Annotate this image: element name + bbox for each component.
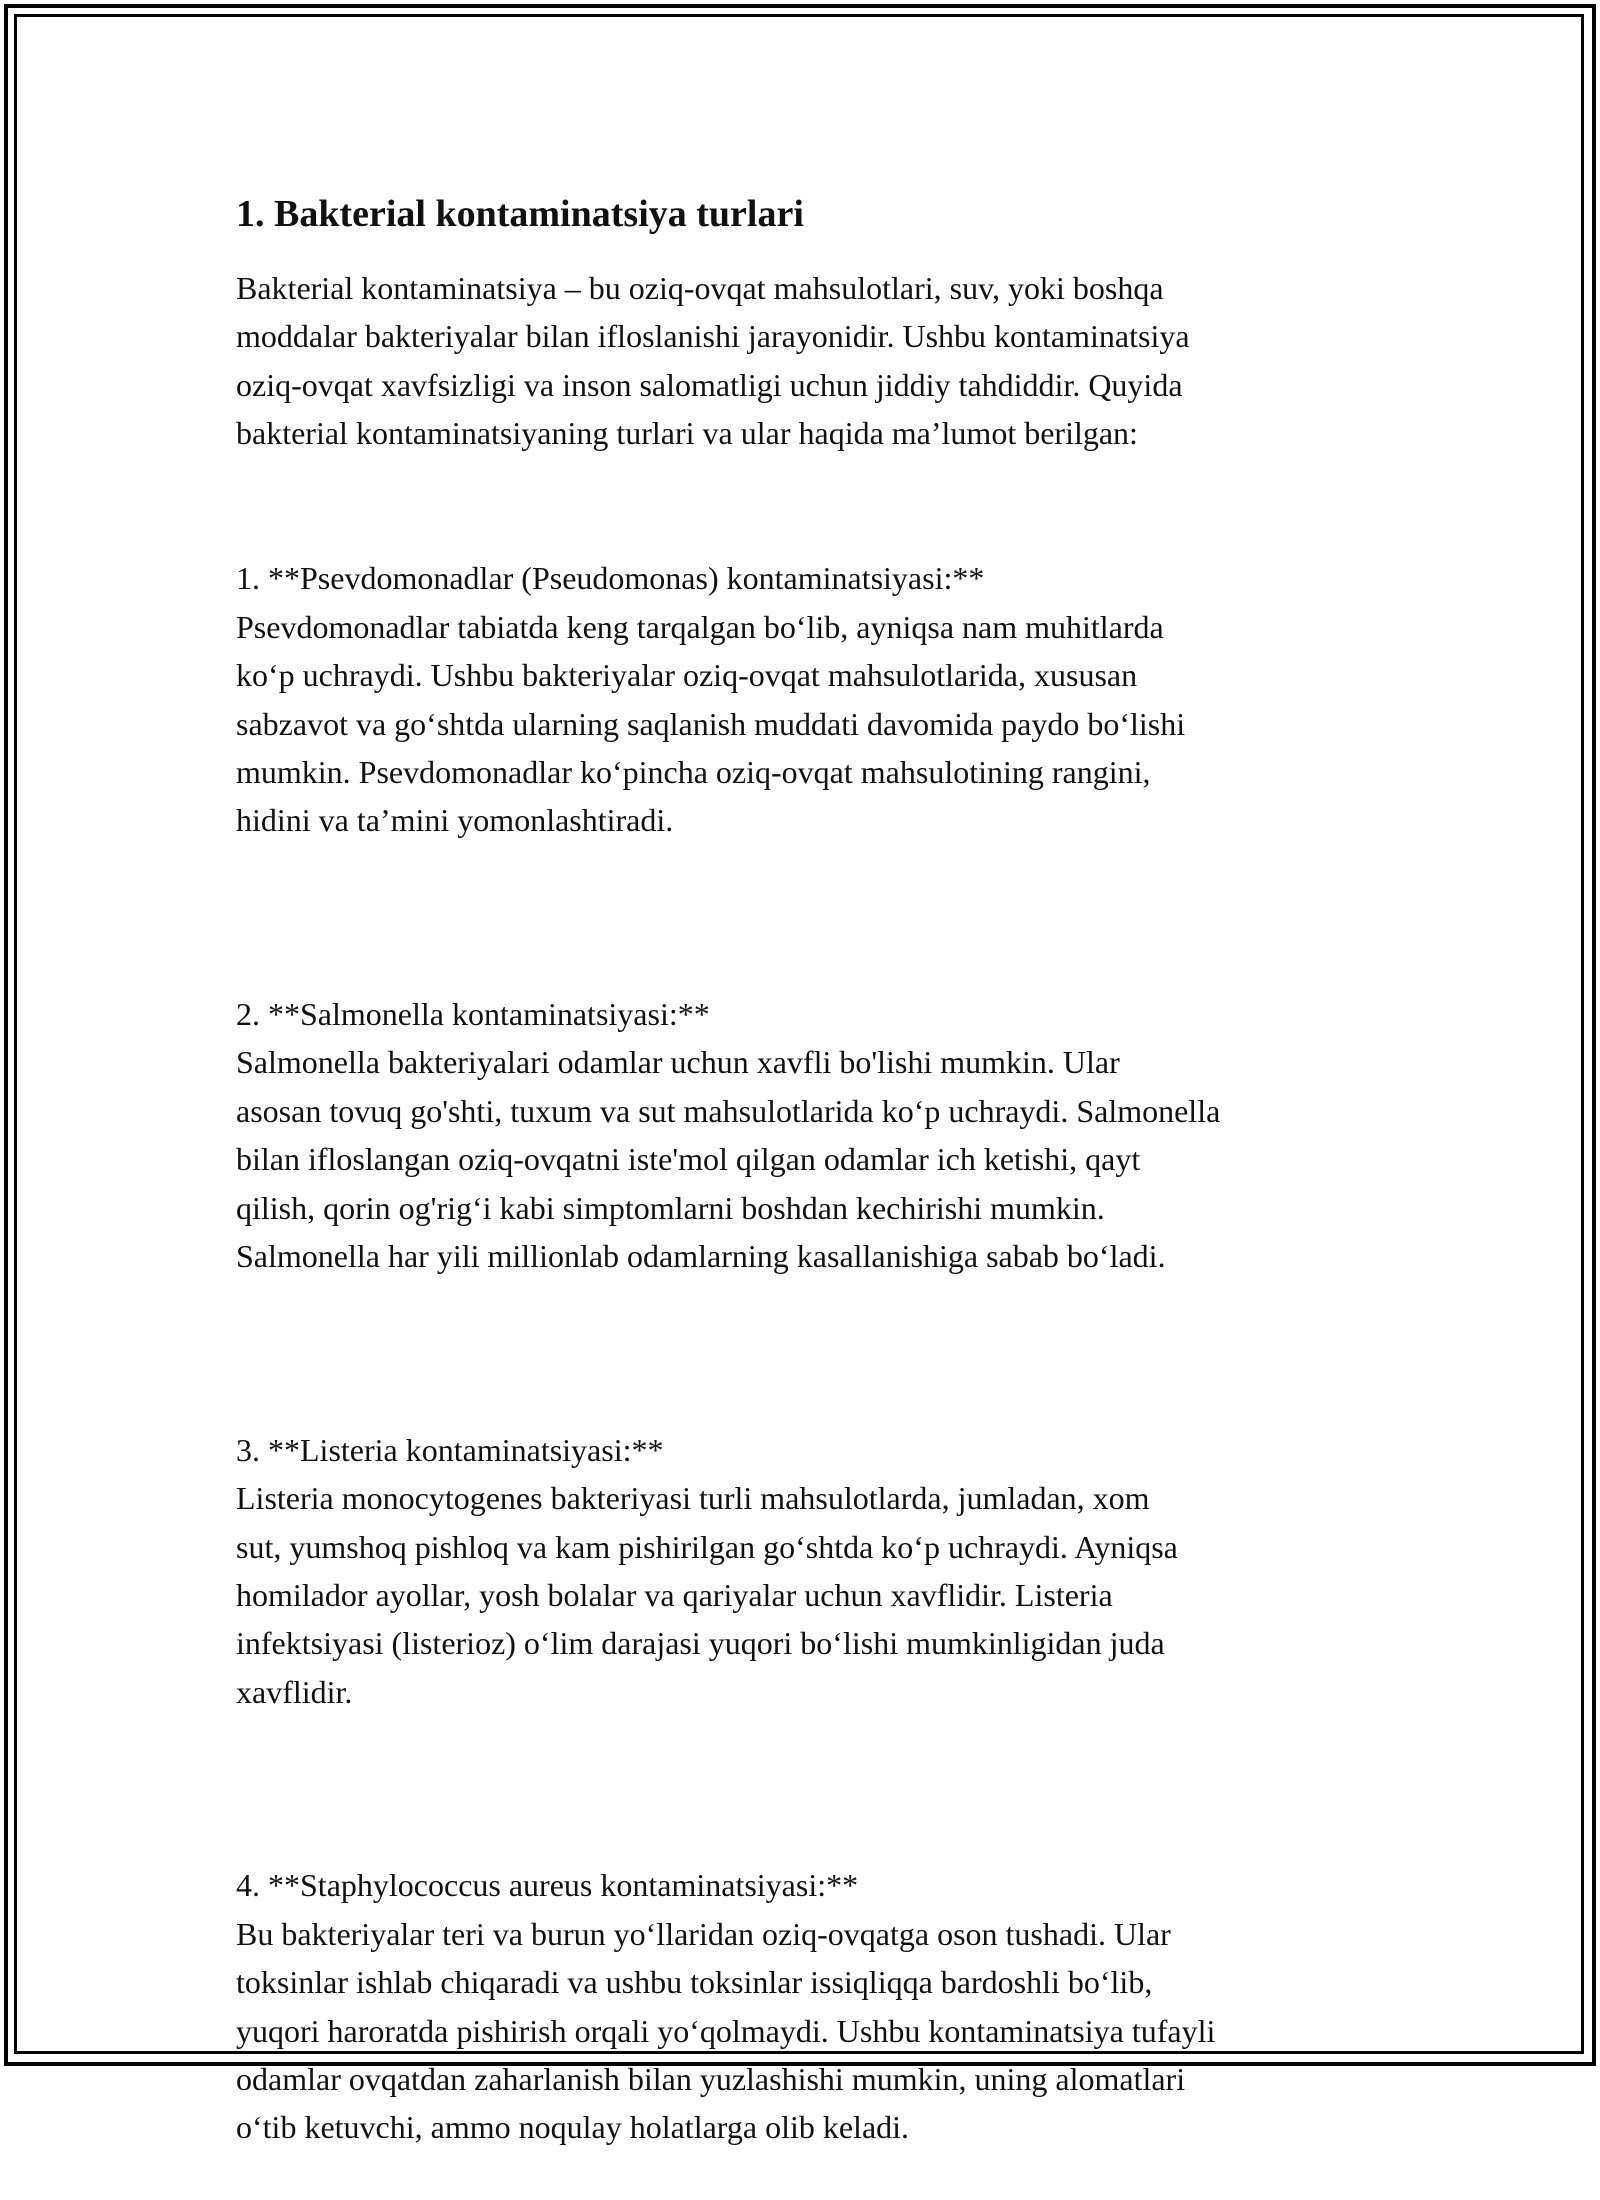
intro-paragraph: Bakterial kontaminatsiya – bu oziq-ovqat mahsulotlari, suv, yoki boshqa moddalar bakteriyalar bilan ifloslanishi jarayonidir. Ushbu kontaminatsiya oziq-ovqat xavfsizligi va inson salomatligi uchun jiddiy tahdiddir. Quyida bakterial kontaminatsiyaning turlari va ular haqida ma’lumot berilgan: (236, 270, 1190, 452)
contamination-type-title: 3. **Listeria kontaminatsiyasi:** (236, 1431, 664, 1468)
contamination-type-salmonella (236, 942, 1396, 1329)
paragraph-gap (236, 458, 1396, 506)
contamination-type-title: 1. **Psevdomonadlar (Pseudomonas) kontaminatsiyasi:** (236, 560, 985, 597)
contamination-type-description: Salmonella bakteriyalari odamlar uchun xavfli bo'lishi mumkin. Ular asosan tovuq go'shti, tuxum va sut mahsulotlarida ko‘p uchraydi. Salmonella bilan ifloslangan oziq-ovqatni iste'mol qilgan odamlar ich ketishi, qayt qilish, qorin og'rig‘i kabi simptomlarni boshdan kechirishi mumkin. Salmonella har yili millionlab odamlarning kasallanishiga sabab bo‘ladi. (236, 1044, 1221, 1275)
contamination-type-staphylococcus (236, 1813, 1396, 2200)
contamination-type-title: 2. **Salmonella kontaminatsiyasi:** (236, 996, 710, 1033)
paragraph-gap (236, 1329, 1396, 1377)
contamination-type-title: 4. **Staphylococcus aureus kontaminatsiyasi:** (236, 1867, 859, 1904)
paragraph-gap (236, 1765, 1396, 1813)
contamination-type-description: Psevdomonadlar tabiatda keng tarqalgan bo‘lib, ayniqsa nam muhitlarda ko‘p uchraydi. Ushbu bakteriyalar oziq-ovqat mahsulotlarida, xususan sabzavot va go‘shtda ularning saqlanish muddati davomida paydo bo‘lishi mumkin. Psevdomonadlar ko‘pincha oziq-ovqat mahsulotining rangini, hidini va ta’mini yomonlashtiradi. (236, 608, 1186, 839)
contamination-type-description: Bu bakteriyalar teri va burun yo‘llaridan oziq-ovqatga oson tushadi. Ular toksinlar ishlab chiqaradi va ushbu toksinlar issiqliqqa bardoshli bo‘lib, yuqori haroratda pishirish orqali yo‘qolmaydi. Ushbu kontaminatsiya tufayli odamlar ovqatdan zaharlanish bilan yuzlashishi mumkin, uning alomatlari o‘tib ketuvchi, ammo noqulay holatlarga olib keladi. (236, 1915, 1216, 2146)
section-heading: 1. Bakterial kontaminatsiya turlari (236, 193, 804, 235)
paragraph-gap (236, 893, 1396, 941)
contamination-type-description: Listeria monocytogenes bakteriyasi turli mahsulotlarda, jumladan, xom sut, yumshoq pishloq va kam pishirilgan go‘shtda ko‘p uchraydi. Ayniqsa homilador ayollar, yosh bolalar va qariyalar uchun xavflidir. Listeria infektsiyasi (listerioz) o‘lim darajasi yuqori bo‘lishi mumkinligidan juda xavflidir. (236, 1480, 1178, 1710)
contamination-type-listeria (236, 1377, 1396, 1764)
contamination-type-pseudomonas (236, 506, 1396, 893)
document-body (236, 186, 1396, 2200)
